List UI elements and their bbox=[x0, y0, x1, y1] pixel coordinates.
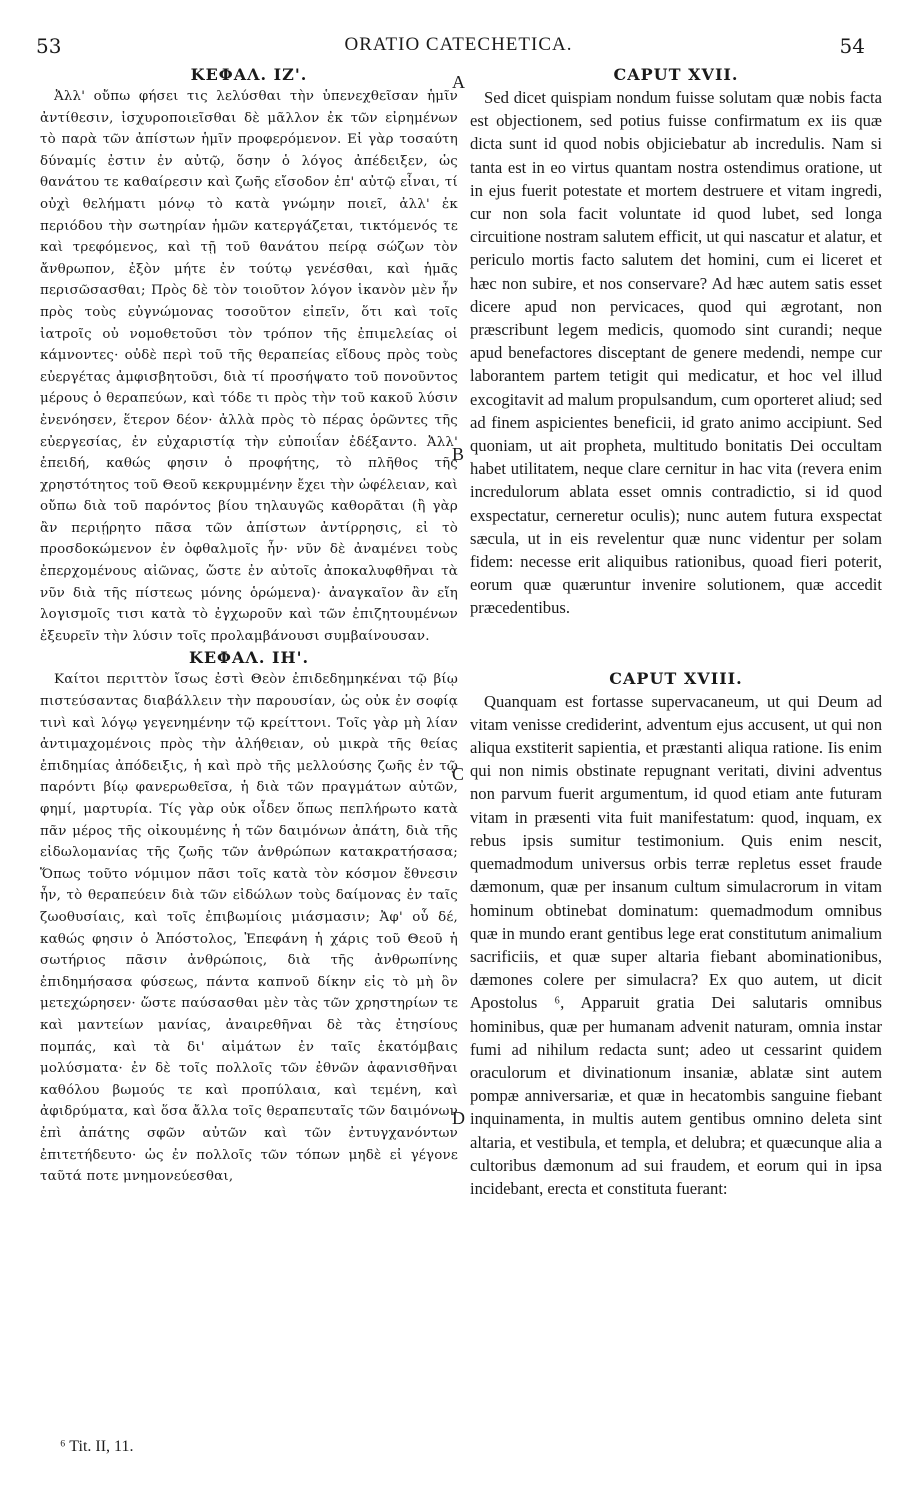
page-number-right: 54 bbox=[839, 34, 865, 58]
running-title: ORATIO CATECHETICA. bbox=[344, 34, 573, 55]
greek-paragraph-18: Καίτοι περιττὸν ἴσως ἐστὶ Θεὸν ἐπιδεδημηκέναι τῷ βίῳ πιστεύσαντας διαβάλλειν τὴν παρουσίαν, ὡς οὐκ ἐν σοφίᾳ τινὶ καὶ λόγῳ γεγενημένην τῷ κρείττονι. Τοῖς γὰρ μὴ λίαν ἀντιμαχομένοις πρὸς τὴν ἀλήθειαν, οὐ μικρὰ τῆς θείας ἐπιδημίας ἀπόδειξις, ἡ καὶ πρὸ τῆς μελλούσης ζωῆς ἐν τῷ παρόντι βίῳ φανερωθεῖσα, ἡ διὰ τῶν πραγμάτων αὐτῶν, φημί, μαρτυρία. Τίς γὰρ οὐκ οἶδεν ὅπως πεπλήρωτο κατὰ πᾶν μέρος τῆς οἰκουμένης ἡ τῶν δαιμόνων ἀπάτη, διὰ τῆς εἰδωλομανίας τῆς ζωῆς τῶν ἀνθρώπων κατακρατήσασα; Ὅπως τοῦτο νόμιμον πᾶσι τοῖς κατὰ τὸν κόσμον ἔθνεσιν ἦν, τὸ θεραπεύειν διὰ τῶν εἰδώλων τοὺς δαίμονας ἐν ταῖς ζωοθυσίαις, καὶ τοῖς ἐπιβωμίοις μιάσμασιν; Ἀφ' οὗ δέ, καθώς φησιν ὁ Ἀπόστολος, Ἐπεφάνη ἡ χάρις τοῦ Θεοῦ ἡ σωτήριος πᾶσιν ἀνθρώποις, διὰ τῆς ἀνθρωπίνης ἐπιδημήσασα φύσεως, πάντα καπνοῦ δίκην εἰς τὸ μὴ ὂν μετεχώρησεν· ὥστε παύσασθαι μὲν τὰς τῶν χρηστηρίων τε καὶ μαντείων μανίας, ἀναιρεθῆναι δὲ τὰς ἐτησίους πομπάς, καὶ τὰ δι' αἱμάτων ἐν ταῖς ἑκατόμβαις μολύσματα· ἐν δὲ τοῖς πολλοῖς τῶν ἐθνῶν ἀφανισθῆναι καθόλου βωμούς τε καὶ προπύλαια, καὶ τεμένη, καὶ ἀφιδρύματα, καὶ ὅσα ἄλλα τοῖς θεραπευταῖς τῶν δαιμόνων ἐπὶ ἀπάτης σφῶν αὐτῶν καὶ τῶν ἐντυγχανόντων ἐπιτετήδευτο· ὡς ἐν πολλοῖς τῶν τόπων μηδὲ εἰ γέγονε ταῦτά ποτε μνημονεύεσθαι, bbox=[40, 672, 458, 1185]
greek-paragraph-17: Ἀλλ' οὔπω φήσει τις λελύσθαι τὴν ὑπενεχθεῖσαν ἡμῖν ἀντίθεσιν, ἰσχυροποιεῖσθαι δὲ μᾶλλον ἐκ τῶν εἰρημένων τὸ παρὰ τῶν ἀπίστων ἡμῖν προφερόμενον. Εἰ γὰρ τοσαύτη δύναμίς ἐστιν ἐν αὐτῷ, ὅσην ὁ λόγος ἀπέδειξεν, ὡς θανάτου τε καθαίρεσιν καὶ ζωῆς εἴσοδον ἐπ' αὐτῷ εἶναι, τί οὐχὶ θελήματι μόνῳ τὸ κατὰ γνώμην ποιεῖ, ἀλλ' ἐκ περιόδου τὴν σωτηρίαν ἡμῶν κατεργάζεται, τικτόμενός τε καὶ τρεφόμενος, καὶ τῇ τοῦ θανάτου πείρᾳ σώζων τὸν ἄνθρωπον, ἐξὸν μήτε ἐν τούτῳ γενέσθαι, καὶ ἡμᾶς περισῶσασθαι; Πρὸς δὲ τὸν τοιοῦτον λόγον ἱκανὸν μὲν ἦν πρὸς τοὺς εὐγνώμονας τοσοῦτον εἰπεῖν, ὅτι καὶ τοῖς ἰατροῖς οὐ νομοθετοῦσι τὸν τρόπον τῆς ἐπιμελείας οἱ κάμνοντες· οὐδὲ περὶ τοῦ τῆς θεραπείας εἴδους πρὸς τοὺς εὐεργέτας ἀμφισβητοῦσι, διὰ τί προσήψατο τοῦ πονοῦντος μέρους ὁ θεραπεύων, καὶ τόδε τι πρὸς τὴν τοῦ κακοῦ λύσιν ἐνενόησεν, ἕτερον δέον· ἀλλὰ πρὸς τὸ πέρας ὁρῶντες τῆς εὐεργεσίας, ἐν εὐχαριστίᾳ τὴν εὐποιΐαν ἐδέξαντο. Ἀλλ' ἐπειδή, καθώς φησιν ὁ προφήτης, τὸ πλῆθος τῆς χρηστότητος τοῦ Θεοῦ κεκρυμμένην ἔχει τὴν ὠφέλειαν, καὶ οὔπω διὰ τοῦ παρόντος βίου τηλαυγῶς καθορᾶται (ἢ γὰρ ἂν περιῄρητο πᾶσα τῶν ἀπίστων ἀντίρρησις, εἰ τὸ προσδοκώμενον ἐν ὀφθαλμοῖς ἦν· νῦν δὲ ἀναμένει τοὺς ἐπερχομένους αἰῶνας, ὥστε ἐν αὐτοῖς ἀποκαλυφθῆναι τὰ νῦν διὰ τῆς πίστεως μόνης ὁρώμενα)· ἀναγκαῖον ἂν εἴη λογισμοῖς τισι κατὰ τὸ ἐγχωροῦν καὶ τῶν ἐπιζητουμένων ἐξευρεῖν τὴν λύσιν τοῖς προλαμβάνουσι συμβαίνουσαν. bbox=[40, 89, 458, 644]
greek-column bbox=[40, 64, 458, 1188]
latin-chapter-heading-17: CAPUT XVII. bbox=[613, 65, 739, 84]
footnote: ⁶ Tit. II, 11. bbox=[60, 1438, 134, 1455]
latin-paragraph-17: Sed dicet quispiam nondum fuisse solutam quæ nobis facta est objectionem, sed potius fuisse confirmatum ex iis quæ dicta sunt id quod nobis objiciebatur ab incredulis. Nam si tanta est in eo virtus quantam nostra ostendimus oratione, ut in ejus fuerit potestate et mortem destruere et vitam ingredi, cur non sola facit voluntate id quod lubet, sed longa circuitione nostram salutem efficit, ut qui nascatur et alatur, et periculo mortis facto salutem det homini, cum ei liceret et hæc non subire, et nos conservare? Ad hæc autem satis esset dicere apud non pervicaces, quod qui ægrotant, non præscribunt legem medicis, quomodo sint curandi; neque apud benefactores disceptant de genere medendi, nempe cur laborantem partem tetigit qui medicatur, et hoc vel illud excogitavit ad malum propulsandum, cum oporteret aliud; sed ad finem aspicientes beneficii, id grato animo accipiunt. Sed quoniam, ut ait propheta, multitudo bonitatis Dei occultam habet utilitatem, neque clare cernitur in hac vita (revera enim incredulorum ablata esset omnis contradictio, si id quod exspectatur, cerneretur oculis); nunc autem futura exspectat sæcula, ut in eis revelentur quæ nunc videntur per solam fidem: necesse erit aliquibus rationibus, quoad fieri poterit, eorum quæ quæruntur invenire solutionem, quæ accedit præcedentibus. bbox=[470, 88, 882, 618]
latin-paragraph-18: Quanquam est fortasse supervacaneum, ut qui Deum ad vitam venisse crediderint, adventum ejus accusent, ut qui non aliqua exstiterit sapientia, et præstanti aliqua ratione. Iis enim qui non nimis obstinate repugnant veritati, divini adventus non parvum fuerit argumentum, id quod etiam ante futuram vitam in præsenti vita fuit manifestatum: quod, inquam, ex rebus ipsis sumitur testimonium. Quis enim nescit, quemadmodum universus orbis terræ repletus esset fraude dæmonum, quæ per insanum cultum simulacrorum in vitam hominum obtinebat dominatum: quemadmodum omnibus quæ in mundo erant gentibus lege erat constitutum animalium sacrificiis, et quæ super altaria fiebant abominationibus, dæmones colere per simulacra? Ex quo autem, ut dicit Apostolus ⁶, Apparuit gratia Dei salutaris omnibus hominibus, quæ per humanam advenit naturam, omnia instar fumi ad nihilum redacta sunt; adeo ut cessarint quidem oraculorum et divinationum insaniæ, ablatæ sint autem pompæ anniversariæ, et quæ in hecatombis sanguine fiebant inquinamenta, in multis autem gentibus omnino deleta sint altaria, et vestibula, et templa, et delubra; et quæcunque alia a cultoribus dæmonum ad sui fraudem, et eorum qui in ipsa incidebant, erecta et constituta fuerant: bbox=[470, 691, 882, 1198]
latin-column bbox=[470, 64, 882, 1200]
margin-marker-a: A bbox=[452, 72, 465, 92]
greek-chapter-heading-18: ΚΕΦΑΛ. ΙΗ'. bbox=[188, 648, 310, 668]
page-number-left: 53 bbox=[36, 34, 62, 58]
page-header bbox=[0, 34, 917, 60]
greek-chapter-heading-17: ΚΕΦΑΛ. ΙΖ'. bbox=[190, 65, 308, 84]
margin-marker-c: C bbox=[452, 764, 465, 784]
margin-marker-b: B bbox=[452, 444, 465, 464]
latin-chapter-heading-18: CAPUT XVIII. bbox=[609, 668, 743, 688]
margin-marker-d: D bbox=[452, 1108, 465, 1128]
